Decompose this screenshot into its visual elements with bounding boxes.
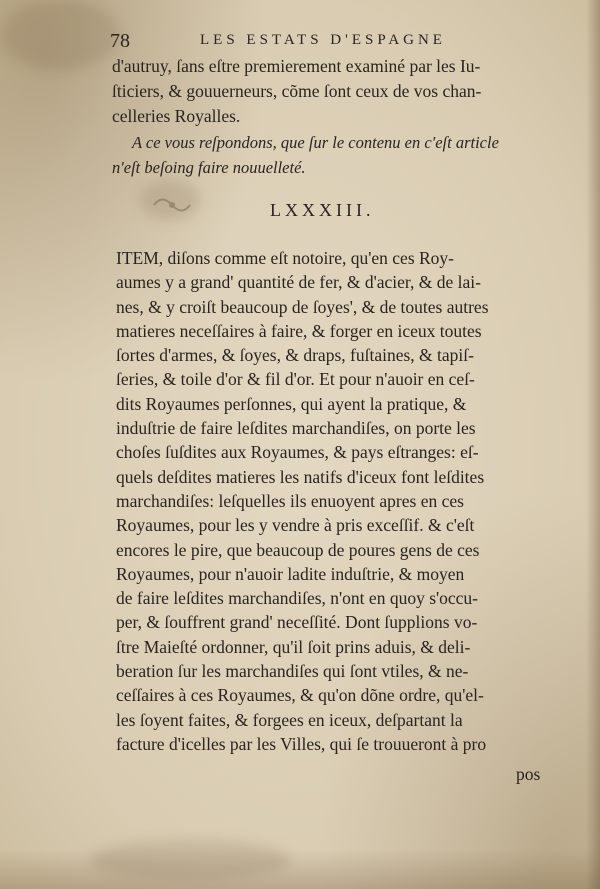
- text-line: celleries Royalles.: [112, 106, 241, 127]
- text-line: aumes y a grand' quantité de fer, & d'acier, & de lai-: [116, 272, 481, 293]
- text-line: choſes ſuſdites aux Royaumes, & pays eſtranges: eſ-: [116, 442, 479, 463]
- text-line: n'eſt beſoing faire nouuelleté.: [112, 158, 306, 178]
- text-line: Royaumes, pour les y vendre à pris exceſſif. & c'eſt: [116, 515, 475, 536]
- text-line: ſortes d'armes, & ſoyes, & draps, fuſtaines, & tapiſ-: [116, 345, 474, 366]
- text-line: encores le pire, que beaucoup de poures gens de ces: [116, 539, 480, 560]
- text-line: d'autruy, ſans eſtre premierement examiné par les Iu-: [112, 56, 481, 76]
- running-title: LES ESTATS D'ESPAGNE: [200, 32, 446, 48]
- text-line: ſeries, & toile d'or & fil d'or. Et pour n'auoir en ceſ-: [116, 369, 475, 390]
- text-line: facture d'icelles par les Villes, qui ſe trouueront à pro: [116, 733, 487, 754]
- text-line: per, & ſouffrent grand' neceſſité. Dont ſupplions vo-: [116, 612, 478, 633]
- text-line: beration ſur les marchandiſes qui ſont vtiles, & ne-: [116, 661, 469, 682]
- text-line: dits Royaumes perſonnes, qui ayent la pratique, &: [116, 393, 467, 414]
- text-line: ſtre Maieſté ordonner, qu'il ſoit prins aduis, & deli-: [116, 636, 471, 657]
- text-line: les ſoyent faites, & forgees en iceux, deſpartant la: [116, 709, 463, 730]
- catchword: pos: [516, 764, 541, 784]
- text-line: ceſſaires à ces Royaumes, & qu'on dõne ordre, qu'el-: [116, 685, 484, 706]
- text-line: marchandiſes: leſquelles ils enuoyent apres en ces: [116, 490, 464, 511]
- text-line: nes, & y croiſt beaucoup de ſoyes', & de toutes autres: [116, 296, 489, 317]
- page-header: [110, 30, 530, 54]
- page-number: 78: [110, 30, 130, 52]
- text-line: induſtrie de faire leſdites marchandiſes, on porte les: [116, 418, 476, 439]
- text-line: A ce vous reſpondons, que ſur le contenu en c'eſt article: [132, 133, 499, 152]
- decorative-ornament-icon: [150, 190, 194, 220]
- text-line: ſticiers, & gouuerneurs, cõme ſont ceux de vos chan-: [112, 81, 482, 102]
- reply-paragraph: [112, 130, 542, 180]
- page-edge-shadow: [586, 0, 600, 889]
- top-paragraph: [112, 54, 542, 130]
- text-line: de faire leſdites marchandiſes, n'ont en quoy s'occu-: [116, 588, 479, 609]
- text-line: Royaumes, pour n'auoir ladite induſtrie, & moyen: [116, 563, 465, 584]
- text-line: quels deſdites matieres les natifs d'iceux font leſdites: [116, 466, 485, 487]
- body-paragraph: [116, 246, 546, 756]
- page-edge-shadow: [0, 849, 600, 889]
- section-heading: LXXXIII.: [270, 200, 375, 220]
- paper-stain: [0, 0, 120, 70]
- text-line: ITEM, diſons comme eſt notoire, qu'en ces Roy-: [116, 248, 455, 268]
- text-line: matieres neceſſaires à faire, & forger en iceux toutes: [116, 320, 482, 341]
